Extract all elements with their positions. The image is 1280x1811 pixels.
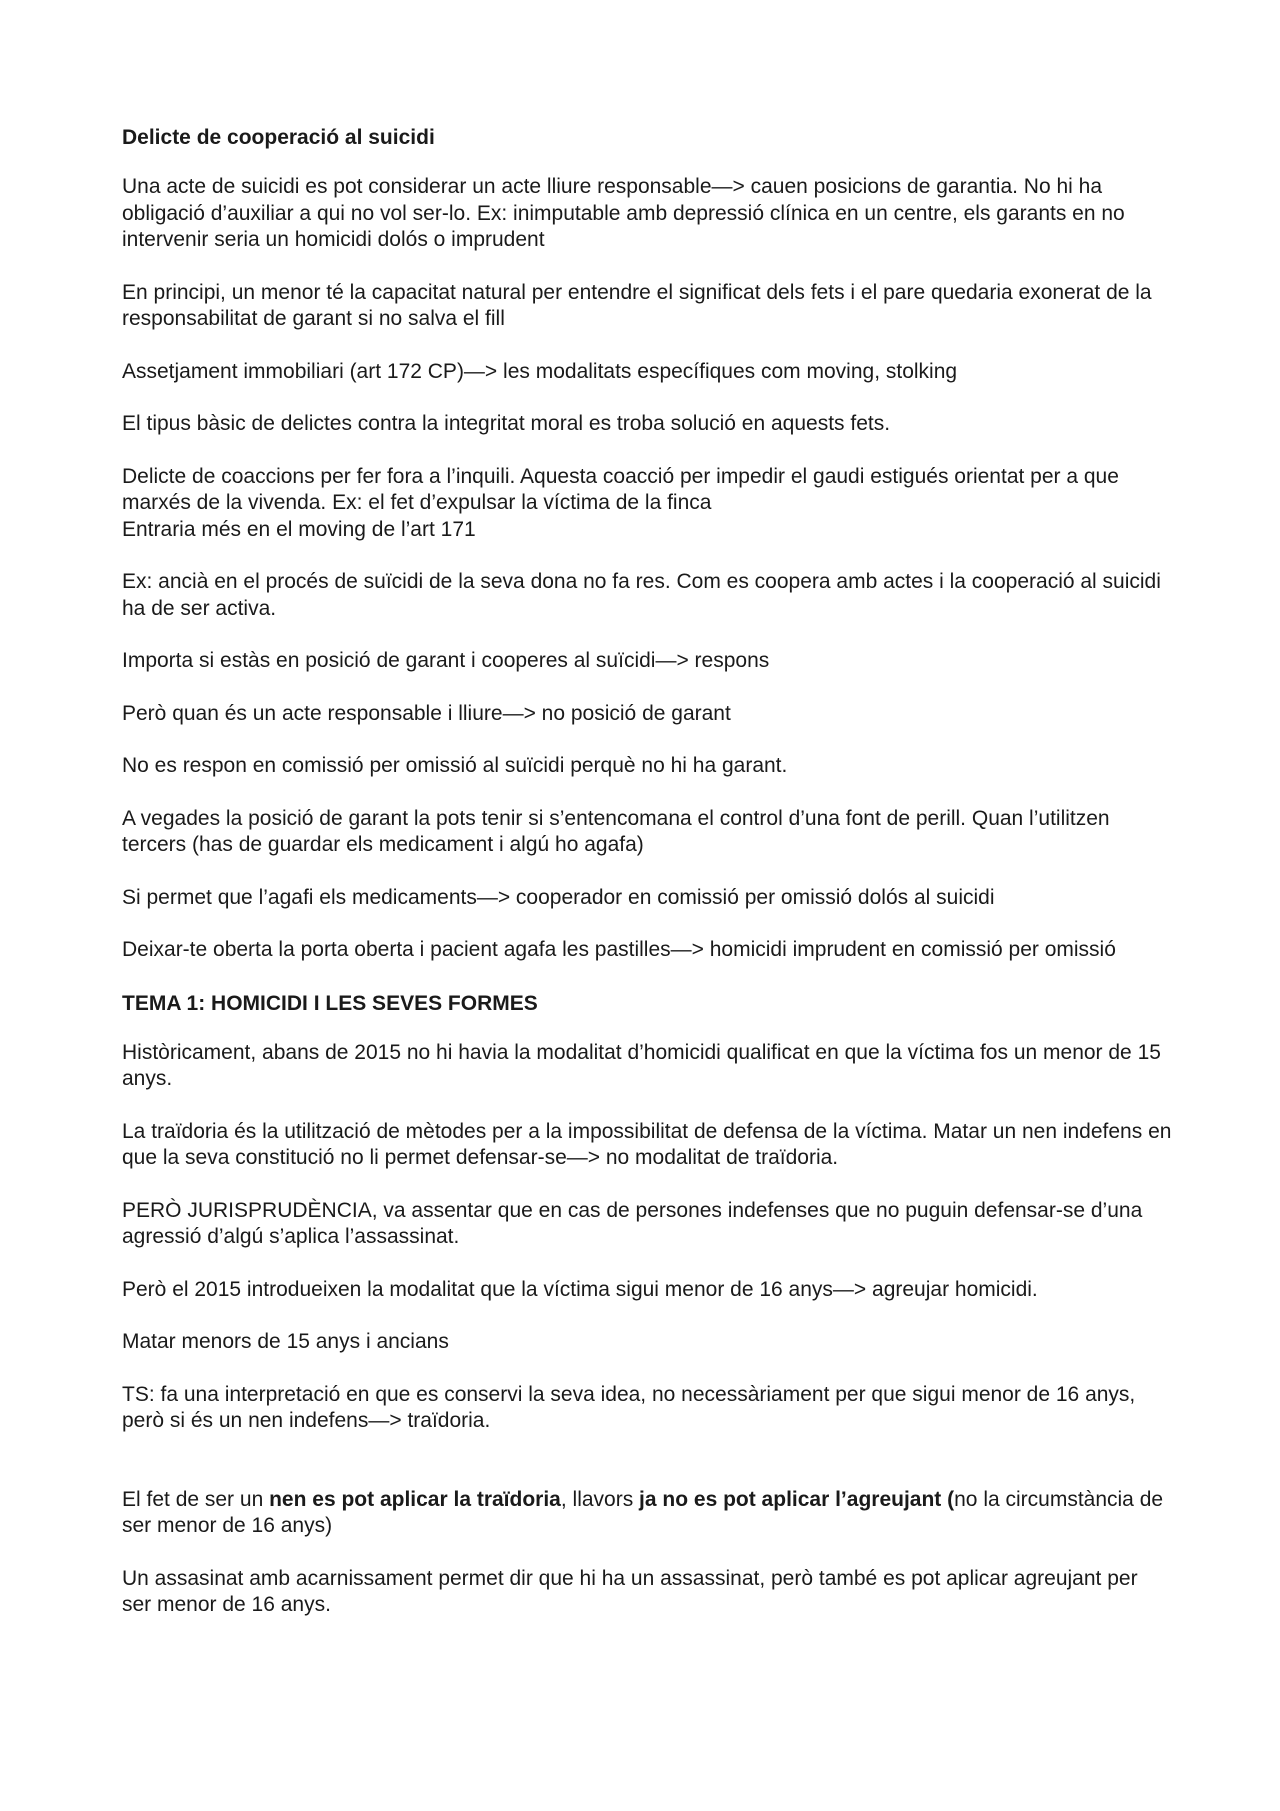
paragraph: PERÒ JURISPRUDÈNCIA, va assentar que en cas de persones indefenses que no puguin defensar-se d’una agressió d’algú s’aplica l’assassinat. xyxy=(122,1198,1143,1248)
text-run: El fet de ser un xyxy=(122,1487,270,1511)
paragraph: Però quan és un acte responsable i lliure—> no posició de garant xyxy=(122,701,731,725)
paragraph: No es respon en comissió per omissió al suïcidi perquè no hi ha garant. xyxy=(122,754,788,777)
text-run: , llavors xyxy=(560,1487,640,1511)
paragraph: Un assasinat amb acarnissament permet dir que hi ha un assassinat, però també es pot aplicar agreujant per ser menor de 16 anys. xyxy=(122,1566,1138,1616)
paragraph: Històricament, abans de 2015 no hi havia la modalitat d’homicidi qualificat en que la víctima fos un menor de 15 anys. xyxy=(122,1040,1161,1090)
paragraph: A vegades la posició de garant la pots tenir si s’entencomana el control d’una font de perill. Quan l’utilitzen tercers (has de guardar els medicament i algú ho agafa) xyxy=(122,806,1110,856)
paragraph: El tipus bàsic de delictes contra la integritat moral es troba solució en aquests fets. xyxy=(122,412,891,435)
paragraph-with-emphasis xyxy=(122,1487,1172,1540)
paragraph-line: Delicte de coaccions per fer fora a l’inquili. Aquesta coacció per impedir el gaudi estigués orientat per a que marxés de la vivenda. Ex: el fet d’expulsar la víctima de la finca xyxy=(122,464,1119,514)
paragraph: Matar menors de 15 anys i ancians xyxy=(122,1330,449,1353)
bold-text-run: ja no es pot aplicar l’agreujant ( xyxy=(639,1487,955,1511)
paragraph: La traïdoria és la utilització de mètodes per a la impossibilitat de defensa de la víctima. Matar un nen indefens en que la seva constitució no li permet defensar-se—> no modalitat de traïdoria. xyxy=(122,1119,1172,1169)
bold-text-run: nen es pot aplicar la traïdoria xyxy=(269,1487,561,1511)
paragraph: Ex: ancià en el procés de suïcidi de la seva dona no fa res. Com es coopera amb actes i la cooperació al suicidi ha de ser activa. xyxy=(122,570,1161,620)
paragraph: Importa si estàs en posició de garant i cooperes al suïcidi—> respons xyxy=(122,649,770,672)
paragraph: Si permet que l’agafi els medicaments—> cooperador en comissió per omissió dolós al suicidi xyxy=(122,885,995,909)
paragraph xyxy=(122,464,1172,544)
paragraph: Una acte de suicidi es pot considerar un acte lliure responsable—> cauen posicions de garantia. No hi ha obligació d’auxiliar a qui no vol ser-lo. Ex: inimputable amb depressió clínica en un centre, els garants en no intervenir seria un homicidi dolós o imprudent xyxy=(122,175,1125,251)
paragraph-line: Entraria més en el moving de l’art 171 xyxy=(122,517,476,541)
paragraph: En principi, un menor té la capacitat natural per entendre el significat dels fets i el pare quedaria exonerat de la responsabilitat de garant si no salva el fill xyxy=(122,280,1152,330)
paragraph: TS: fa una interpretació en que es conservi la seva idea, no necessàriament per que sigui menor de 16 anys, però si és un nen indefens—> traïdoria. xyxy=(122,1382,1136,1432)
section-heading-tema-1: TEMA 1: HOMICIDI I LES SEVES FORMES xyxy=(122,991,538,1015)
text-run: no la circumstància de ser menor de 16 anys) xyxy=(122,1487,1164,1537)
paragraph: Deixar-te oberta la porta oberta i pacient agafa les pastilles—> homicidi imprudent en comissió per omissió xyxy=(122,938,1116,961)
paragraph: Assetjament immobiliari (art 172 CP)—> les modalitats específiques com moving, stolking xyxy=(122,359,958,383)
paragraph: Però el 2015 introdueixen la modalitat que la víctima sigui menor de 16 anys—> agreujar homicidi. xyxy=(122,1277,1038,1301)
section-heading-cooperacio: Delicte de cooperació al suicidi xyxy=(122,126,435,149)
document-page xyxy=(122,124,1172,1645)
